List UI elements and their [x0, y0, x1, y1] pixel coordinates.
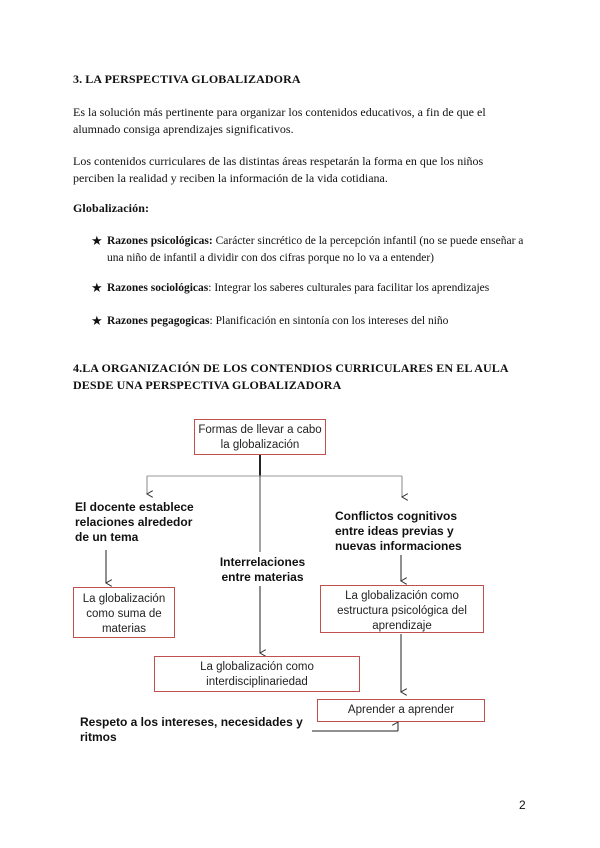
- bullet-text: : Integrar los saberes culturales para facilitar los aprendizajes: [208, 282, 490, 294]
- page-number: 2: [519, 798, 526, 812]
- section-4-heading-line-1: 4.LA ORGANIZACIÓN DE LOS CONTENDIOS CURRICULARES EN EL AULA: [73, 361, 509, 375]
- diagram-box-suma-materias: La globalización como suma de materias: [73, 587, 175, 638]
- diagram-box-estructura-psicologica: La globalización como estructura psicológica del aprendizaje: [320, 585, 484, 633]
- star-icon: ★: [91, 280, 103, 295]
- paragraph-2: Los contenidos curriculares de las distintas áreas respetarán la forma en que los niños perciben la realidad y reciben la información de la vida cotidiana.: [73, 154, 484, 185]
- globalizacion-label: Globalización:: [73, 201, 150, 215]
- bullet-term: Razones pegagogicas: [107, 315, 210, 327]
- bullet-term: Razones psicológicas:: [107, 235, 213, 247]
- section-3-heading: 3. LA PERSPECTIVA GLOBALIZADORA: [73, 72, 301, 86]
- diagram-right-label: Conflictos cognitivos entre ideas previas y nuevas informaciones: [335, 509, 462, 553]
- bullet-term: Razones sociológicas: [107, 282, 209, 294]
- star-icon: ★: [91, 313, 103, 328]
- diagram-bottom-label: Respeto a los intereses, necesidades y ritmos: [80, 715, 303, 744]
- bullet-text: : Planificación en sintonía con los intereses del niño: [209, 315, 449, 327]
- diagram-middle-label: Interrelaciones entre materias: [219, 555, 306, 584]
- diagram-box-aprender-a-aprender: Aprender a aprender: [317, 699, 485, 722]
- diagram-root-box: Formas de llevar a cabo la globalización: [194, 419, 326, 455]
- paragraph-1: Es la solución más pertinente para organizar los contenidos educativos, a fin de que el alumnado consiga aprendizajes significativos.: [73, 105, 486, 136]
- diagram-box-interdisciplinariedad: La globalización como interdisciplinariedad: [154, 656, 360, 692]
- star-icon: ★: [91, 233, 103, 248]
- bullet-text: Carácter sincrético de la percepción infantil (no se puede enseñar a una niño de infantil a dividir con dos cifras porque no lo va a entender): [107, 235, 524, 264]
- diagram-left-label: El docente establece relaciones alrededor de un tema: [75, 500, 194, 544]
- section-4-heading-line-2: DESDE UNA PERSPECTIVA GLOBALIZADORA: [73, 378, 342, 392]
